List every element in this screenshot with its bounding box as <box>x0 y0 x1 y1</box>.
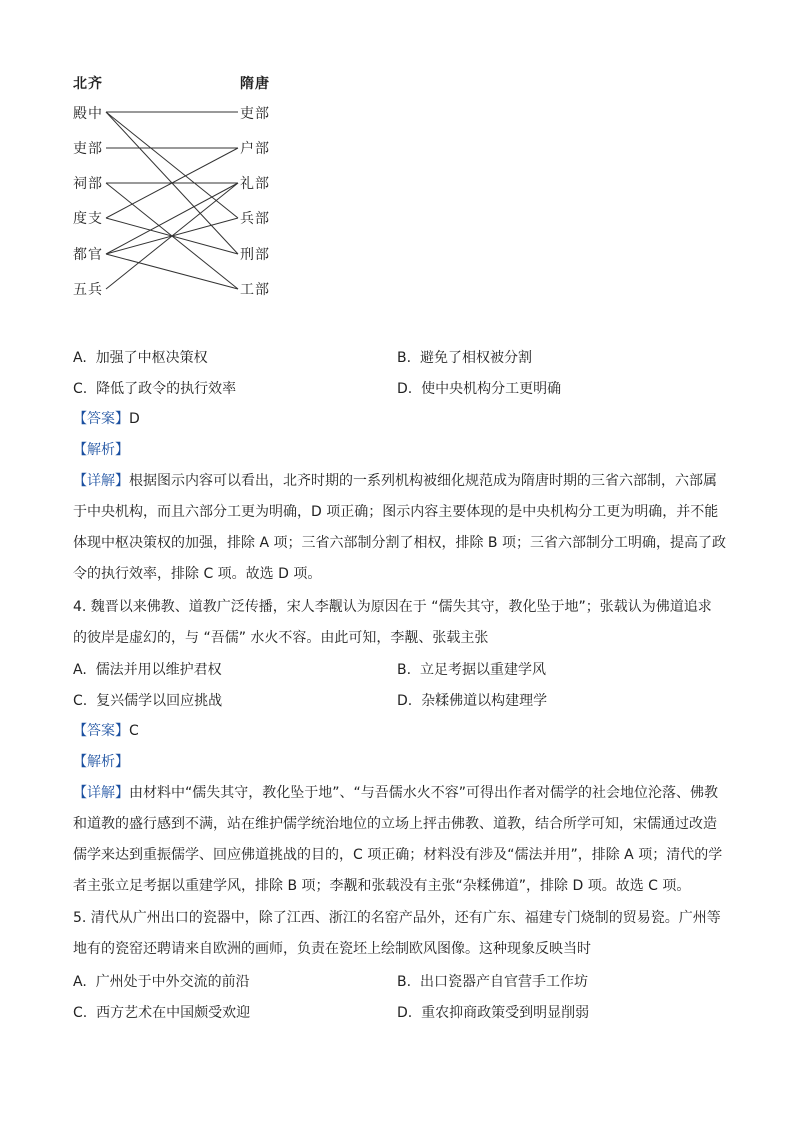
q4-option-a: A. 儒法并用以维护君权 <box>73 662 222 678</box>
q3-detail: 【详解】根据图示内容可以看出，北齐时期的一系列机构被细化规范成为隋唐时期的三省六部制，六部属 于中央机构，而且六部分工更为明确，D 项正确；图示内容主要体现的是中央机构分工更为明确，并不能 体现中枢决策权的加强，排除 A 项；三省六部制分割了相权，排除 B 项；三省六部制分工明确，提高了政 令的执行效率，排除 C 项。故选 D 项。 <box>73 473 726 582</box>
left-item: 祠部 <box>73 176 103 192</box>
left-item: 五兵 <box>73 282 103 298</box>
connection-line <box>106 183 238 254</box>
left-item: 都官 <box>73 247 103 263</box>
right-item: 刑部 <box>240 247 270 263</box>
q4-option-c: C. 复兴儒学以回应挑战 <box>73 693 223 709</box>
q3-option-a: A. 加强了中枢决策权 <box>73 350 208 366</box>
q5-stem: 5. 清代从广州出口的瓷器中，除了江西、浙江的名窑产品外，还有广东、福建专门烧制的贸易瓷。广州等 地有的瓷窑还聘请来自欧洲的画师，负责在瓷坯上绘制欧风图像。这种现象反映当时 <box>73 910 721 957</box>
right-item: 户部 <box>240 141 270 157</box>
connection-line <box>106 112 238 218</box>
right-item: 礼部 <box>240 176 270 192</box>
q4-detail: 【详解】由材料中“儒失其守，教化坠于地”、“与吾儒水火不容”可得出作者对儒学的社会地位沦落、佛教 和道教的盛行感到不满，站在维护儒学统治地位的立场上抨击佛教、道教，结合所学可知，宋儒通过改造 儒学来达到重振儒学、回应佛道挑战的目的，C 项正确；材料没有涉及“儒法并用”，排除 A 项；清代的学 者主张立足考据以重建学风，排除 B 项；李觏和张载没有主张“杂糅佛道”，排除 D 项。故选 C 项。 <box>73 785 723 894</box>
q4-analysis-label: 【解析】 <box>73 754 129 770</box>
q3-answer: 【答案】D <box>73 411 140 427</box>
q5-option-c: C. 西方艺术在中国颇受欢迎 <box>73 1005 251 1021</box>
left-item: 殿中 <box>73 106 103 122</box>
right-column-header: 隋唐 <box>240 76 270 92</box>
q3-analysis-label: 【解析】 <box>73 442 129 458</box>
q5-option-d: D. 重农抑商政策受到明显削弱 <box>397 1005 590 1021</box>
left-column-header: 北齐 <box>73 76 103 92</box>
q4-option-b: B. 立足考据以重建学风 <box>397 662 546 678</box>
right-item: 吏部 <box>240 106 270 122</box>
q4-stem: 4. 魏晋以来佛教、道教广泛传播，宋人李觏认为原因在于 “儒失其守，教化坠于地”；张载认为佛道追求 的彼岸是虚幻的，与 “吾儒” 水火不容。由此可知，李觏、张载主张 <box>73 599 712 646</box>
connection-line <box>106 254 238 289</box>
q5-option-b: B. 出口瓷器产自官营手工作坊 <box>397 974 588 990</box>
q3-option-b: B. 避免了相权被分割 <box>397 350 532 366</box>
right-item: 工部 <box>240 282 270 298</box>
q5-option-a: A. 广州处于中外交流的前沿 <box>73 974 250 990</box>
right-item: 兵部 <box>240 211 270 227</box>
q3-option-d: D. 使中央机构分工更明确 <box>397 381 562 397</box>
q4-option-d: D. 杂糅佛道以构建理学 <box>397 693 548 709</box>
left-item: 度支 <box>73 211 103 227</box>
q4-answer: 【答案】C <box>73 723 139 739</box>
q3-option-c: C. 降低了政令的执行效率 <box>73 381 237 397</box>
left-item: 吏部 <box>73 141 103 157</box>
institution-matching-diagram <box>60 60 320 320</box>
